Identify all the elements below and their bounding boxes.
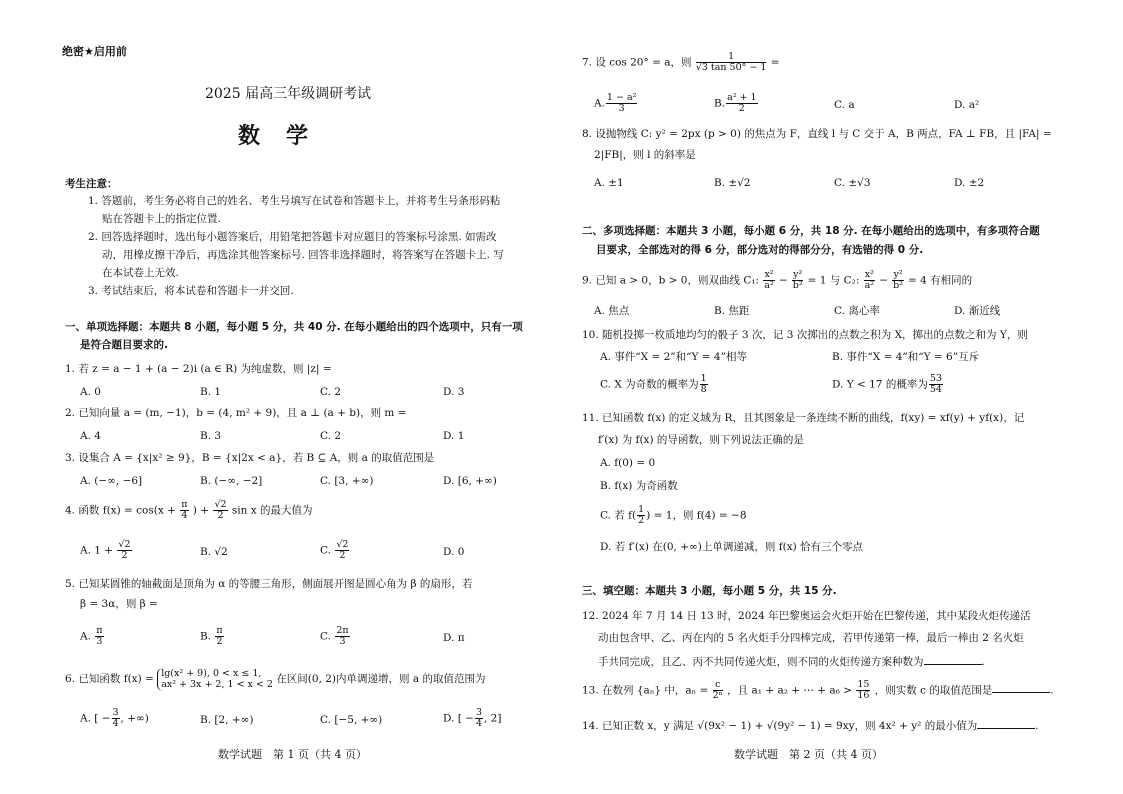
notice-line: 2. 回答选择题时，选出每小题答案后，用铅笔把答题卡对应题目的答案标号涂黑. 如需改 xyxy=(88,231,497,243)
question-8: 8. 设抛物线 C: y² = 2px (p > 0) 的焦点为 F，直线 l 与 C 交于 A，B 两点，FA ⊥ FB，且 |FA| = xyxy=(582,128,1052,140)
q7-option-c: C. a xyxy=(834,99,855,111)
question-12-cont: 手共同完成，且乙、丙不共同传递火炬，则不同的火炬传递方案种数为 . xyxy=(598,656,985,668)
q1-option-c: C. 2 xyxy=(320,386,342,398)
fraction: $\frac{1}{√3 \tan 50^\circ - 1}$ xyxy=(695,51,767,73)
subject-title: 数 学 xyxy=(238,123,311,149)
answer-blank[interactable] xyxy=(977,718,1035,729)
question-2: 2. 已知向量 a = (m, −1)，b = (4, m² + 9)，且 a ⊥ (a + b)，则 m = xyxy=(65,407,407,419)
q7-option-a: A. $\frac{\text{1 − a²}}{3}$ xyxy=(594,92,637,114)
notice-line: 贴在答题卡上的指定位置. xyxy=(102,213,221,225)
question-7: 7. 设 cos 20° = a，则 $\frac{1}{√3 \tan 50^\circ - 1}$ = xyxy=(582,51,780,73)
page-footer: 数学试题 第 2 页（共 4 页） xyxy=(734,748,883,761)
q8-option-b: B. ±√2 xyxy=(714,177,751,189)
q5-option-a: A. $\frac{\pi}{3}$ xyxy=(80,625,103,647)
notice-title: 考生注意： xyxy=(65,178,118,190)
right-page xyxy=(562,0,1123,794)
question-3: 3. 设集合 A = {x|x² ≥ 9}，B = {x|2x < a}，若 B ⊆ A，则 a 的取值范围是 xyxy=(65,452,435,464)
q1-option-d: D. 3 xyxy=(443,386,465,398)
q3-option-d: D. [6, +∞) xyxy=(443,475,497,487)
q8-option-c: C. ±√3 xyxy=(834,177,871,189)
q4-option-d: D. 0 xyxy=(443,546,465,558)
notice-line: 在本试卷上无效. xyxy=(102,267,179,279)
q7-option-b: B. $\frac{\text{a² + 1}}{2}$ xyxy=(714,92,757,114)
exam-title: 2025 届高三年级调研考试 xyxy=(205,86,372,102)
section1-heading-cont: 是符合题目要求的. xyxy=(80,339,168,351)
section1-heading: 一、单项选择题：本题共 8 小题，每小题 5 分，共 40 分. 在每小题给出的四个选项中，只有一项 xyxy=(65,321,523,333)
q3-option-c: C. [3, +∞) xyxy=(320,475,374,487)
q10-option-b: B. 事件“X = 4”和“Y = 6”互斥 xyxy=(832,351,980,363)
page-footer: 数学试题 第 1 页（共 4 页） xyxy=(218,748,367,761)
answer-blank[interactable] xyxy=(992,682,1050,693)
q2-option-c: C. 2 xyxy=(320,430,342,442)
q11-option-c: C. 若 f( $\frac{1}{2}$ ) = 1，则 f(4) = −8 xyxy=(600,504,747,526)
q2-option-b: B. 3 xyxy=(200,430,222,442)
q9-option-b: B. 焦距 xyxy=(714,305,750,317)
q5-option-b: B. $\frac{\pi}{2}$ xyxy=(200,625,223,647)
notice-line: 3. 考试结束后，将本试卷和答题卡一并交回. xyxy=(88,285,294,297)
q9-option-d: D. 渐近线 xyxy=(954,305,1001,317)
question-5: 5. 已知某圆锥的轴截面是顶角为 α 的等腰三角形，侧面展开图是圆心角为 β 的扇形，若 xyxy=(65,578,473,590)
q5-option-c: C. $\frac{2\pi}{3}$ xyxy=(320,625,349,647)
answer-blank[interactable] xyxy=(924,654,982,665)
question-5-cont: β = 3α，则 β = xyxy=(80,598,158,610)
q10-option-d: D. Y < 17 的概率为 $\frac{53}{54}$ xyxy=(832,373,942,395)
section3-heading: 三、填空题：本题共 3 小题，每小题 5 分，共 15 分. xyxy=(582,585,837,597)
q1-option-a: A. 0 xyxy=(80,386,101,398)
q11-option-a: A. f(0) = 0 xyxy=(600,457,656,469)
question-12: 12. 2024 年 7 月 14 日 13 时，2024 年巴黎奥运会火炬开始在巴黎传递，其中某段火炬传递活 xyxy=(582,610,1031,622)
q2-option-d: D. 1 xyxy=(443,430,465,442)
q4-option-a: A. 1 + $\frac{√2}{2}$ xyxy=(80,539,131,561)
q2-option-a: A. 4 xyxy=(80,430,101,442)
notice-line: 1. 答题前，考生务必将自己的姓名、考生号填写在试卷和答题卡上，并将考生号条形码粘 xyxy=(88,195,501,207)
piecewise-function: lg(x² + 9), 0 < x ≤ 1, ax² + 3x + 2, 1 < x < 2 xyxy=(157,668,273,691)
q7-option-d: D. a² xyxy=(954,99,980,111)
q5-option-d: D. π xyxy=(443,632,465,644)
q1-option-b: B. 1 xyxy=(200,386,222,398)
q6-option-d: D. [ − $\frac{3}{4}$ , 2] xyxy=(443,707,502,729)
q8-option-d: D. ±2 xyxy=(954,177,985,189)
q8-option-a: A. ±1 xyxy=(594,177,624,189)
q11-option-d: D. 若 f′(x) 在(0, +∞)上单调递减，则 f(x) 恰有三个零点 xyxy=(600,541,864,553)
question-6: 6. 已知函数 f(x) = lg(x² + 9), 0 < x ≤ 1, ax² + 3x + 2, 1 < x < 2 在区间(0, 2)内单调递增，则 a 的取值范围为 xyxy=(65,668,486,691)
q10-option-a: A. 事件“X = 2”和“Y = 4”相等 xyxy=(600,351,747,363)
notice-line: 动，用橡皮擦干净后，再选涂其他答案标号. 回答非选择题时，将答案写在答题卡上. 写 xyxy=(102,249,504,261)
secret-label: 绝密★启用前 xyxy=(62,45,127,58)
q11-option-b: B. f(x) 为奇函数 xyxy=(600,480,678,492)
question-13: 13. 在数列 {aₙ} 中，aₙ = $\frac{c}{\text{2ⁿ}}$ ，且 a₁ + a₂ + ⋯ + a₆ > $\frac{15}{16}$ ，则实数 c 的取值范围是 . xyxy=(582,679,1054,701)
question-14: 14. 已知正数 x，y 满足 √(9x² − 1) + √(9y² − 1) = 9xy，则 4x² + y² 的最小值为 . xyxy=(582,720,1039,732)
question-9: 9. 已知 a > 0，b > 0，则双曲线 C₁: $\frac{\text{x²}}{\text{a²}}$ − $\frac{\text{y²}}{\text{b²}}$ = 1 与 C₂: $\frac{\text{x²}}{\text{a²}}$ − $\frac{\text{y²}}{\text{b²}}$ = 4 有相同的 xyxy=(582,269,973,291)
q4-option-b: B. √2 xyxy=(200,546,228,558)
q6-option-b: B. [2, +∞) xyxy=(200,714,254,726)
q3-option-b: B. (−∞, −2] xyxy=(200,475,263,487)
question-4: 4. 函数 f(x) = cos(x + $\frac{\pi}{4}$ ) + $\frac{√2}{2}$ sin x 的最大值为 xyxy=(65,499,313,521)
question-8-cont: 2|FB|，则 l 的斜率是 xyxy=(594,149,696,161)
fraction: $\frac{√2}{2}$ xyxy=(214,499,227,521)
question-12-cont: 动由包含甲、乙、丙在内的 5 名火炬手分四棒完成，若甲传递第一棒，最后一棒由 2 名火炬 xyxy=(598,632,1024,644)
q6-option-c: C. [−5, +∞) xyxy=(320,714,383,726)
question-11-cont: f′(x) 为 f(x) 的导函数，则下列说法正确的是 xyxy=(598,434,804,446)
fraction: $\frac{\pi}{4}$ xyxy=(181,499,188,521)
q6-option-a: A. [ − $\frac{3}{4}$ , +∞) xyxy=(80,707,149,729)
q9-option-a: A. 焦点 xyxy=(594,305,630,317)
q3-option-a: A. (−∞, −6] xyxy=(80,475,143,487)
q9-option-c: C. 离心率 xyxy=(834,305,880,317)
question-10: 10. 随机投掷一枚质地均匀的骰子 3 次，记 3 次掷出的点数之积为 X，掷出的点数之和为 Y，则 xyxy=(582,329,1028,341)
q4-option-c: C. $\frac{√2}{2}$ xyxy=(320,539,349,561)
question-11: 11. 已知函数 f(x) 的定义域为 R，且其图象是一条连续不断的曲线，f(xy) = xf(y) + yf(x)，记 xyxy=(582,412,1025,424)
section2-heading-cont: 目要求，全部选对的得 6 分，部分选对的得部分分，有选错的得 0 分. xyxy=(596,244,924,256)
question-1: 1. 若 z = a − 1 + (a − 2)i (a ∈ R) 为纯虚数，则 |z| = xyxy=(65,363,332,375)
left-page xyxy=(0,0,561,794)
q10-option-c: C. X 为奇数的概率为 $\frac{1}{8}$ xyxy=(600,373,707,395)
section2-heading: 二、多项选择题：本题共 3 小题，每小题 6 分，共 18 分. 在每小题给出的选项中，有多项符合题 xyxy=(582,225,1040,237)
